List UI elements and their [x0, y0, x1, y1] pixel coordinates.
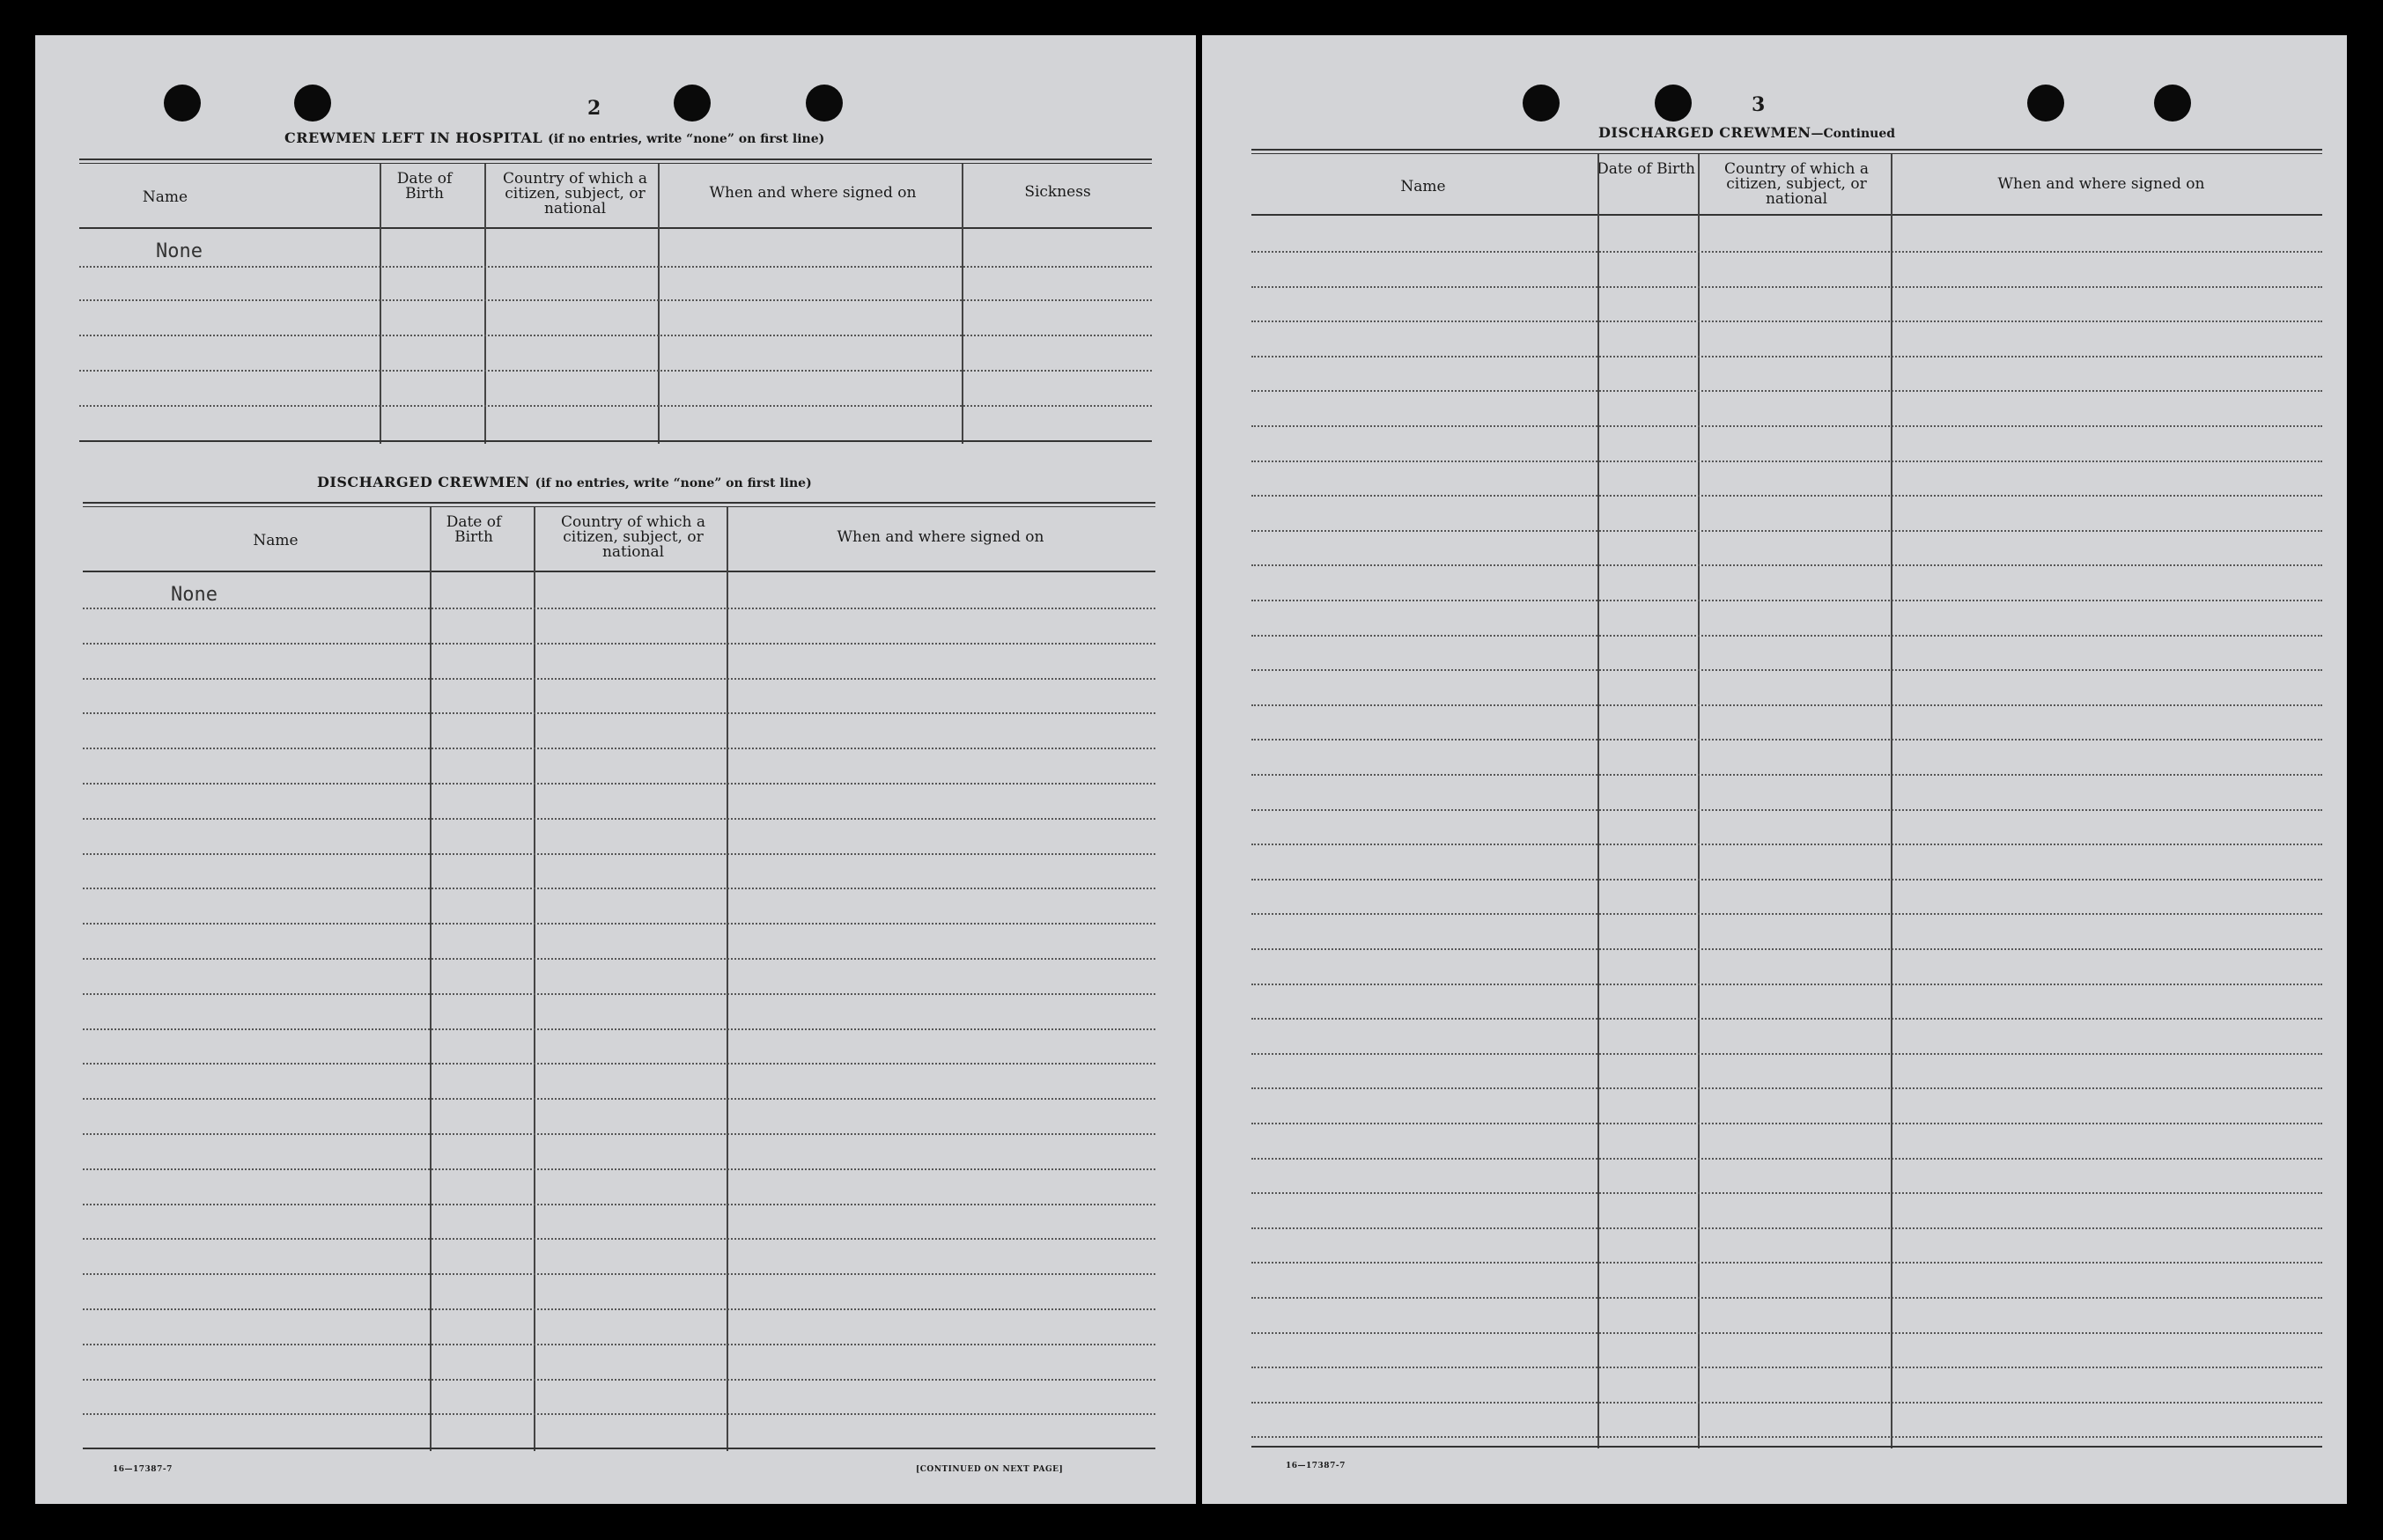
entry-line: [1251, 286, 2322, 288]
hospital-title-text: CREWMEN LEFT IN HOSPITAL: [284, 129, 543, 146]
hospital-title-note: (if no entries, write “none” on first line): [548, 132, 825, 146]
entry-line: [1251, 1262, 2322, 1264]
entry-line: [83, 923, 1155, 925]
entry-line: [1251, 356, 2322, 357]
discharged-section-title: [317, 474, 812, 490]
entry-line: [1251, 425, 2322, 427]
entry-line: [1251, 1053, 2322, 1055]
entry-line: [1251, 251, 2322, 253]
entry-line: [1251, 564, 2322, 566]
punch-hole: [806, 85, 843, 122]
column-divider: [1891, 154, 1892, 1448]
entry-line: [79, 335, 1152, 336]
entry-line: [79, 266, 1152, 268]
entry-line: [83, 1098, 1155, 1100]
entry-line: [1251, 809, 2322, 811]
discharged-title-text: DISCHARGED CREWMEN: [317, 474, 530, 490]
entry-line: [83, 1238, 1155, 1240]
entry-line: [1251, 1436, 2322, 1438]
entry-line: [83, 712, 1155, 714]
entry-line: [83, 1133, 1155, 1135]
entry-line: [1251, 635, 2322, 637]
entry-line: [1251, 1018, 2322, 1020]
entry-line: [1251, 1367, 2322, 1368]
right-page: [1202, 35, 2347, 1504]
table-top-rule: [83, 502, 1155, 507]
entry-line: [1251, 704, 2322, 706]
entry-line: [1251, 1402, 2322, 1404]
entry-line: [1251, 461, 2322, 462]
continued-note: [CONTINUED ON NEXT PAGE]: [916, 1465, 1064, 1474]
column-divider: [484, 164, 486, 444]
punch-hole: [1655, 85, 1692, 122]
entry-line: [1251, 669, 2322, 671]
entry-line: [79, 370, 1152, 372]
entry-line: [83, 1413, 1155, 1415]
entry-line: [1251, 390, 2322, 392]
table-bottom-rule: [83, 1448, 1155, 1449]
entry-line: [83, 888, 1155, 889]
page-number: 2: [587, 97, 601, 120]
discharged-continued-title: [1598, 124, 1895, 141]
column-header-country: Country of which a citizen, subject, or national: [1724, 160, 1869, 208]
column-header-signed-on: When and where signed on: [709, 184, 917, 202]
column-divider: [1597, 154, 1599, 1448]
entry-line: [1251, 321, 2322, 322]
entry-line: [1251, 774, 2322, 776]
entry-line: [83, 993, 1155, 995]
entry-line: [1251, 879, 2322, 881]
entry-line: [83, 1308, 1155, 1310]
entry-line: [83, 783, 1155, 785]
punch-hole: [164, 85, 201, 122]
entry-line: [1251, 495, 2322, 497]
column-header-date-of-birth: Date of Birth: [396, 170, 453, 203]
entry-line: [1251, 739, 2322, 741]
entry-line: [1251, 913, 2322, 915]
entry-line: [83, 678, 1155, 680]
column-header-date-of-birth: Date of Birth: [446, 513, 502, 546]
entry-line: [83, 853, 1155, 855]
entry-line: [83, 748, 1155, 749]
column-header-country: Country of which a citizen, subject, or national: [561, 513, 705, 561]
entry-line: [1251, 1087, 2322, 1089]
form-number: 16—17387-7: [1286, 1462, 1346, 1470]
punch-hole: [2027, 85, 2064, 122]
column-header-signed-on: When and where signed on: [837, 528, 1044, 546]
punch-hole: [294, 85, 331, 122]
entry-line: [1251, 1158, 2322, 1160]
entry-line: [1251, 984, 2322, 985]
discharged-name-entry: None: [171, 584, 218, 606]
page-number: 3: [1752, 93, 1766, 116]
entry-line: [1251, 948, 2322, 950]
column-header-date-of-birth: Date of Birth: [1597, 160, 1695, 178]
entry-line: [83, 1344, 1155, 1345]
column-header-name: Name: [1400, 178, 1446, 195]
entry-line: [1251, 844, 2322, 845]
entry-line: [1251, 1123, 2322, 1124]
entry-line: [83, 1204, 1155, 1205]
entry-line: [83, 958, 1155, 960]
column-header-country: Country of which a citizen, subject, or national: [503, 170, 647, 217]
entry-line: [1251, 1192, 2322, 1194]
continued-suffix: —Continued: [1811, 127, 1896, 141]
entry-line: [83, 818, 1155, 820]
table-top-rule: [1251, 149, 2322, 154]
punch-hole: [674, 85, 711, 122]
column-header-name: Name: [142, 188, 188, 206]
column-header-sickness: Sickness: [1024, 183, 1091, 201]
hospital-section-title: [284, 129, 824, 146]
column-divider: [380, 164, 381, 444]
discharged-title-note: (if no entries, write “none” on first line): [535, 476, 812, 490]
punch-hole: [1523, 85, 1560, 122]
column-header-signed-on: When and where signed on: [1997, 175, 2205, 193]
header-underline: [79, 227, 1152, 229]
left-page: [35, 35, 1196, 1504]
table-top-rule: [79, 158, 1152, 164]
entry-line: [1251, 600, 2322, 601]
entry-line: [1251, 1227, 2322, 1229]
entry-line: [79, 405, 1152, 407]
entry-line: [79, 299, 1152, 301]
entry-line: [83, 643, 1155, 645]
hospital-name-entry: None: [156, 240, 203, 262]
entry-line: [1251, 530, 2322, 532]
column-divider: [962, 164, 963, 444]
entry-line: [1251, 1297, 2322, 1299]
entry-line: [83, 608, 1155, 609]
column-header-name: Name: [253, 532, 299, 549]
column-divider: [1698, 154, 1700, 1448]
entry-line: [83, 1273, 1155, 1275]
table-bottom-rule: [79, 440, 1152, 442]
header-underline: [83, 571, 1155, 572]
entry-line: [83, 1063, 1155, 1065]
entry-line: [83, 1028, 1155, 1030]
punch-hole: [2154, 85, 2191, 122]
form-number: 16—17387-7: [113, 1465, 173, 1474]
column-divider: [658, 164, 660, 444]
header-underline: [1251, 214, 2322, 216]
table-bottom-rule: [1251, 1446, 2322, 1448]
entry-line: [1251, 1332, 2322, 1334]
discharged-continued-title-text: DISCHARGED CREWMEN: [1598, 124, 1811, 141]
entry-line: [83, 1168, 1155, 1170]
entry-line: [83, 1379, 1155, 1381]
